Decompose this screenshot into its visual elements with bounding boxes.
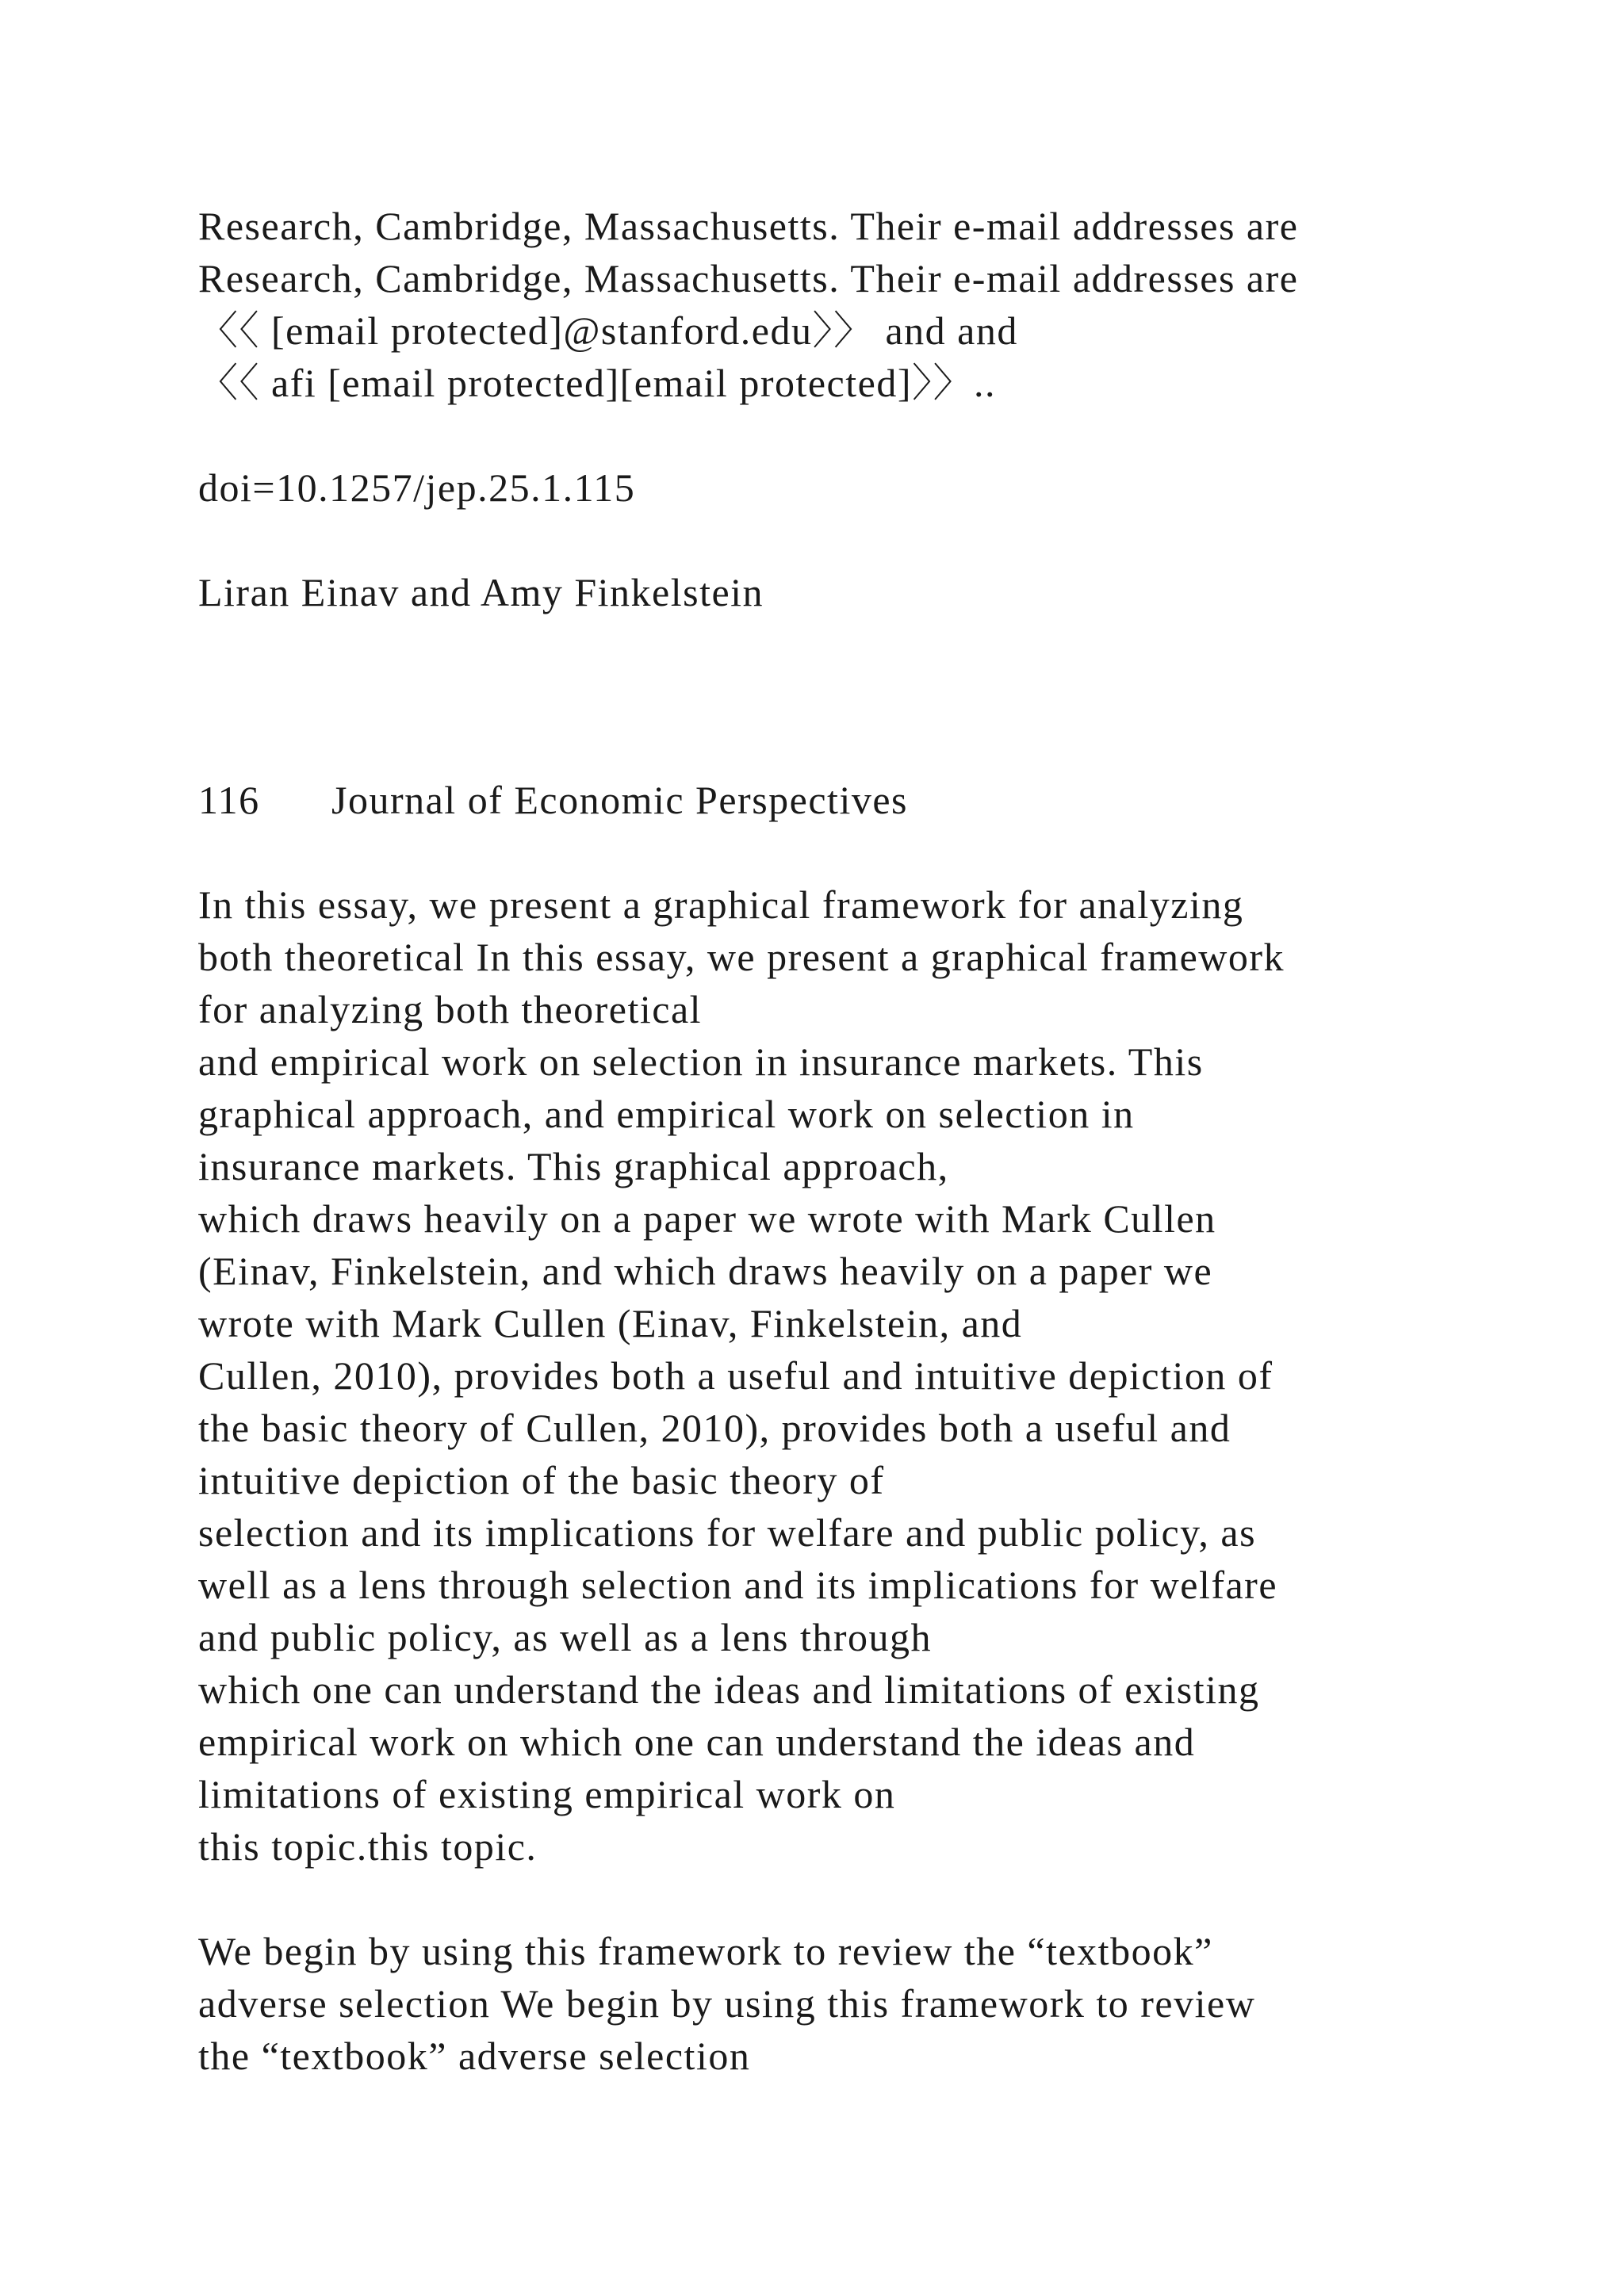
text-line: Cullen, 2010), provides both a useful and intuitive depiction of xyxy=(198,1353,1274,1398)
text-line: which draws heavily on a paper we wrote with Mark Cullen xyxy=(198,1196,1216,1241)
journal-title: Journal of Economic Perspectives xyxy=(331,778,908,822)
text-line: graphical approach, and empirical work on selection in xyxy=(198,1092,1135,1136)
paragraph-2 xyxy=(198,1925,1546,2082)
paragraph-1 xyxy=(198,878,1546,1873)
text-line: limitations of existing empirical work on xyxy=(198,1772,896,1816)
text-line: the basic theory of Cullen, 2010), provides both a useful and xyxy=(198,1406,1231,1450)
text-line: In this essay, we present a graphical framework for analyzing xyxy=(198,882,1244,927)
text-line: empirical work on which one can understand the ideas and xyxy=(198,1720,1196,1764)
text-line: insurance markets. This graphical approach, xyxy=(198,1144,949,1188)
text-line: this topic.this topic. xyxy=(198,1824,538,1869)
text-line: intuitive depiction of the basic theory of xyxy=(198,1458,885,1502)
spacer xyxy=(198,1873,1546,1925)
text-line: and empirical work on selection in insurance markets. This xyxy=(198,1039,1204,1084)
spacer xyxy=(198,826,1546,878)
email-line: 〈〈 [email protected]@stanford.edu〉〉 and and xyxy=(198,308,1018,353)
doi-line: doi=10.1257/jep.25.1.115 xyxy=(198,465,636,510)
text-line: selection and its implications for welfare and public policy, as xyxy=(198,1510,1257,1555)
spacer xyxy=(198,618,1546,774)
text-line: adverse selection We begin by using this framework to review xyxy=(198,1981,1256,2026)
authors-line: Liran Einav and Amy Finkelstein xyxy=(198,570,764,614)
email-line: 〈〈 afi [email protected][email protected]〉〉.. xyxy=(198,361,996,405)
text-line: the “textbook” adverse selection xyxy=(198,2034,751,2078)
document-page xyxy=(198,200,1546,2082)
affiliation-line: Research, Cambridge, Massachusetts. Their e-mail addresses are xyxy=(198,256,1299,300)
text-line: both theoretical In this essay, we present a graphical framework xyxy=(198,935,1285,979)
text-line: and public policy, as well as a lens through xyxy=(198,1615,933,1659)
text-line: well as a lens through selection and its implications for welfare xyxy=(198,1563,1278,1607)
spacer xyxy=(198,514,1546,566)
page-number: 116 xyxy=(198,778,260,822)
text-line: We begin by using this framework to review the “textbook” xyxy=(198,1929,1213,1973)
running-head xyxy=(198,774,1546,826)
text-line: (Einav, Finkelstein, and which draws heavily on a paper we xyxy=(198,1249,1213,1293)
text-line: which one can understand the ideas and limitations of existing xyxy=(198,1667,1260,1712)
spacer xyxy=(198,409,1546,461)
text-line: for analyzing both theoretical xyxy=(198,987,703,1031)
affiliation-block xyxy=(198,200,1546,409)
text-line: wrote with Mark Cullen (Einav, Finkelstein, and xyxy=(198,1301,1023,1345)
affiliation-line: Research, Cambridge, Massachusetts. Their e-mail addresses are xyxy=(198,204,1299,248)
